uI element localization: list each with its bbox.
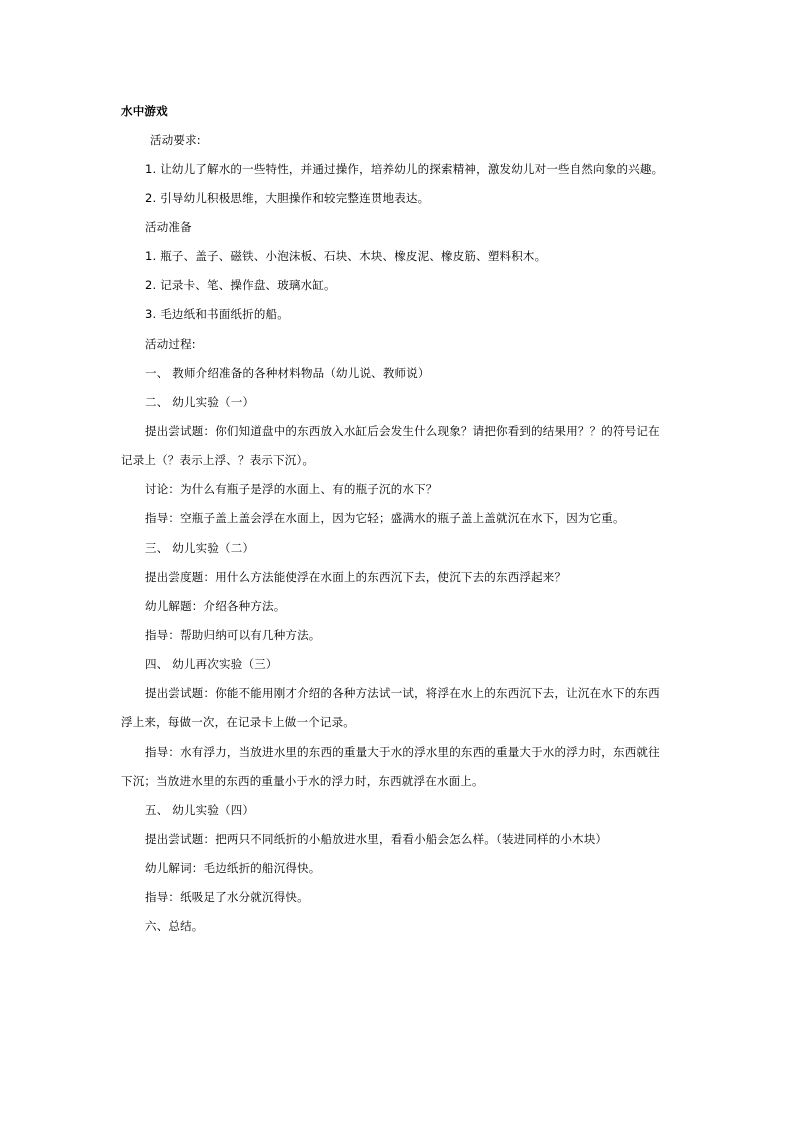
- process-step-4-guidance-line1: 指导：水有浮力，当放进水里的东西的重量大于水的浮水里的东西的重量大于水的浮力时，东西就往: [145, 745, 660, 759]
- process-step-2-discussion: 讨论：为什么有瓶子是浮的水面上、有的瓶子沉的水下？: [145, 482, 438, 496]
- process-step-5-heading: 五、 幼儿实验（四）: [145, 803, 255, 817]
- process-step-3-question: 提出尝度题：用什么方法能使浮在水面上的东西沉下去，使沉下去的东西浮起来？: [145, 570, 567, 584]
- process-step-5-guidance: 指导：纸吸足了水分就沉得快。: [145, 890, 309, 904]
- preparation-item-1: 1. 瓶子、盖子、磁铁、小泡沫板、石块、木块、橡皮泥、橡皮筋、塑料积木。: [145, 249, 547, 263]
- process-step-5-answer: 幼儿解词：毛边纸折的船沉得快。: [145, 861, 321, 875]
- process-step-1: 一、 教师介绍准备的各种材料物品（幼儿说、教师说）: [145, 366, 430, 380]
- process-step-2-question-line2: 记录上（？表示上浮、？表示下沉）。: [121, 453, 315, 467]
- preparation-item-2: 2. 记录卡、笔、操作盘、玻璃水缸。: [145, 278, 336, 292]
- process-step-4-heading: 四、 幼儿再次实验（三）: [145, 657, 278, 671]
- process-step-3-answer: 幼儿解题：介绍各种方法。: [145, 599, 286, 613]
- process-step-2-heading: 二、 幼儿实验（一）: [145, 395, 255, 409]
- preparation-item-3: 3. 毛边纸和书面纸折的船。: [145, 307, 289, 321]
- process-step-4-question-line1: 提出尝试题：你能不能用刚才介绍的各种方法试一试，将浮在水上的东西沉下去，让沉在水下的东西: [145, 686, 660, 700]
- process-step-3-guidance: 指导：帮助归纳可以有几种方法。: [145, 628, 321, 642]
- process-step-2-question-line1: 提出尝试题：你们知道盘中的东西放入水缸后会发生什么现象？请把你看到的结果用？？的符号记在: [145, 424, 660, 438]
- document-title: 水中游戏: [121, 104, 168, 118]
- requirement-item-2: 2. 引导幼儿积极思维，大胆操作和较完整连贯地表达。: [145, 191, 430, 205]
- process-step-4-guidance-line2: 下沉；当放进水里的东西的重量小于水的浮力时，东西就浮在水面上。: [121, 774, 484, 788]
- process-step-3-heading: 三、 幼儿实验（二）: [145, 541, 255, 555]
- process-step-2-guidance: 指导：空瓶子盖上盖会浮在水面上，因为它轻；盛满水的瓶子盖上盖就沉在水下，因为它重。: [145, 511, 625, 525]
- requirement-item-1: 1. 让幼儿了解水的一些特性，并通过操作，培养幼儿的探索精神，激发幼儿对一些自然向象的兴趣。: [145, 162, 664, 176]
- section-preparation-heading: 活动准备: [145, 220, 192, 234]
- process-step-6-summary: 六、总结。: [145, 919, 204, 933]
- process-step-5-question: 提出尝试题：把两只不同纸折的小船放进水里，看看小船会怎么样。（装进同样的小木块）: [145, 832, 608, 846]
- section-process-heading: 活动过程:: [145, 337, 196, 351]
- section-requirements-heading: 活动要求:: [150, 133, 201, 147]
- process-step-4-question-line2: 浮上来，每做一次，在记录卡上做一个记录。: [121, 715, 355, 729]
